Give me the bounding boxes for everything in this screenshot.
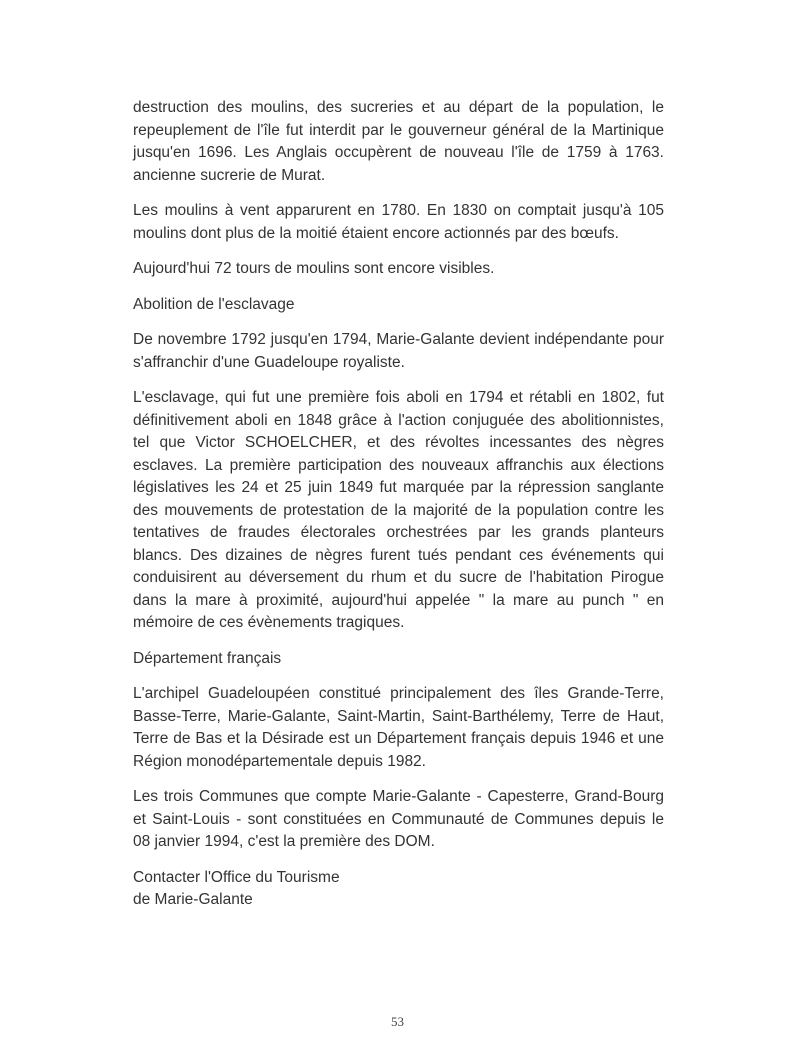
paragraph: De novembre 1792 jusqu'en 1794, Marie-Galante devient indépendante pour s'affranchir d'une Guadeloupe royaliste.: [133, 331, 664, 371]
contact-block: [133, 867, 664, 912]
paragraph: Les moulins à vent apparurent en 1780. En 1830 on comptait jusqu'à 105 moulins dont plus de la moitié étaient encore actionnés par des bœufs.: [133, 202, 664, 242]
contact-line: de Marie-Galante: [133, 891, 253, 908]
text-area: [133, 97, 664, 912]
page-number: 53: [391, 1014, 404, 1029]
paragraph: destruction des moulins, des sucreries et au départ de la population, le repeuplement de l'île fut interdit par le gouverneur général de la Martinique jusqu'en 1696. Les Anglais occupèrent de nouveau l'île de 1759 à 1763. ancienne sucrerie de Murat.: [133, 99, 664, 184]
paragraph: L'esclavage, qui fut une première fois aboli en 1794 et rétabli en 1802, fut définitivement aboli en 1848 grâce à l'action conjuguée des abolitionnistes, tel que Victor SCHOELCHER, et des révoltes incessantes des nègres esclaves. La première participation des nouveaux affranchis aux élections législatives les 24 et 25 juin 1849 fut marquée par la répression sanglante des mouvements de protestation de la majorité de la population contre les tentatives de fraudes électorales orchestrées par les grands planteurs blancs. Des dizaines de nègres furent tués pendant ces événements qui conduisirent au déversement du rhum et du sucre de l'habitation Pirogue dans la mare à proximité, aujourd'hui appelée " la mare au punch " en mémoire de ces évènements tragiques.: [133, 389, 664, 631]
contact-line: Contacter l'Office du Tourisme: [133, 868, 340, 886]
section-heading-departement: Département français: [133, 649, 282, 667]
paragraph: Aujourd'hui 72 tours de moulins sont encore visibles.: [133, 260, 495, 277]
section-heading-abolition: Abolition de l'esclavage: [133, 295, 295, 313]
paragraph: L'archipel Guadeloupéen constitué principalement des îles Grande-Terre, Basse-Terre, Marie-Galante, Saint-Martin, Saint-Barthélemy, Terre de Haut, Terre de Bas et la Désirade est un Département français depuis 1946 et une Région monodépartementale depuis 1982.: [133, 685, 664, 770]
paragraph: Les trois Communes que compte Marie-Galante - Capesterre, Grand-Bourg et Saint-Louis - sont constituées en Communauté de Communes depuis le 08 janvier 1994, c'est la première des DOM.: [133, 788, 664, 850]
